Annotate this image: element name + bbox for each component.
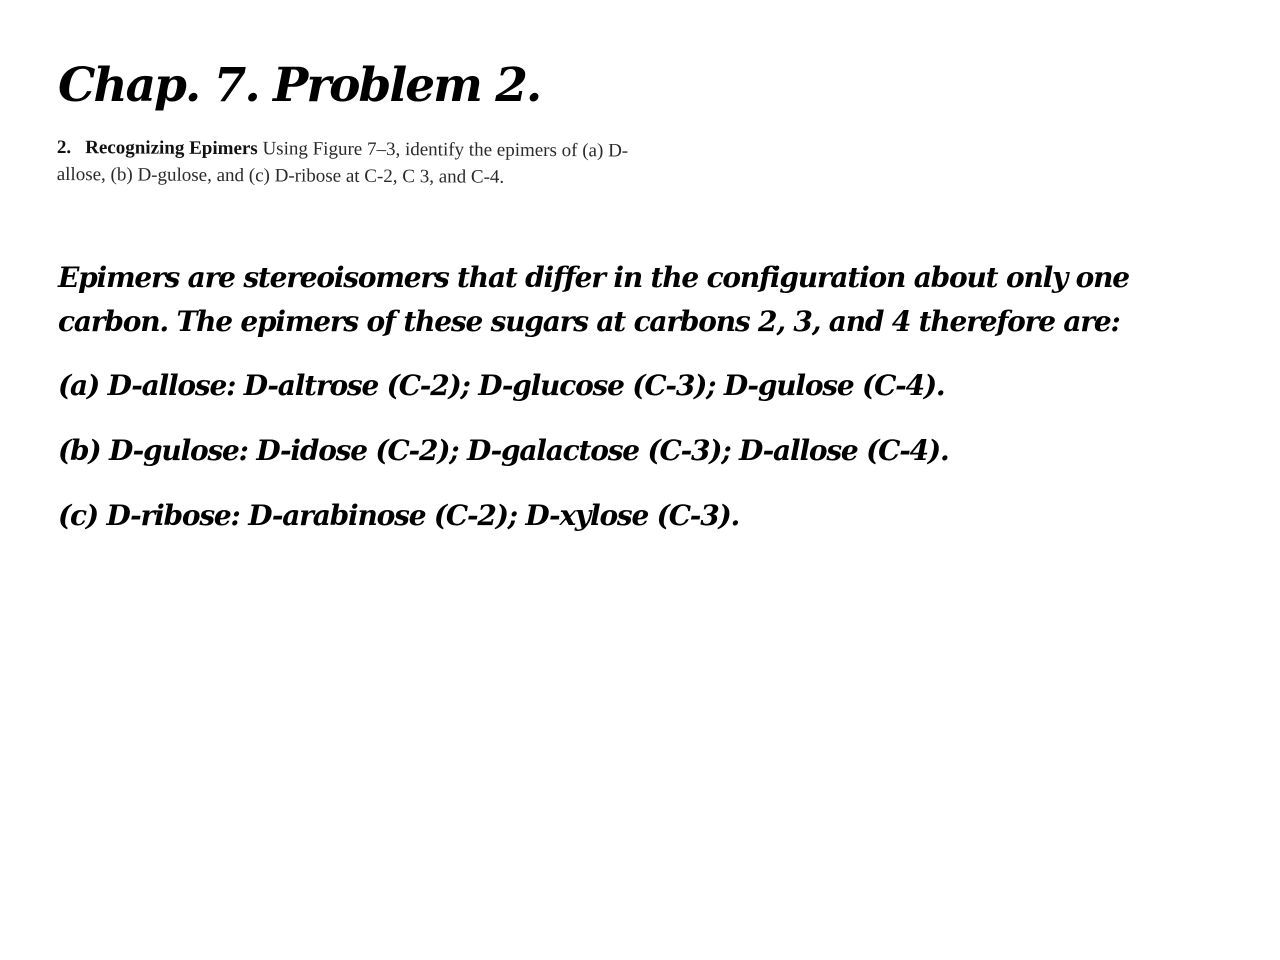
problem-text: Using Figure 7–3, identify the epimers of (a) D-allose, (b) D-gulose, and (c) D-ribose at C-2, C 3, and C-4. <box>56 138 629 188</box>
answer-intro: Epimers are stereoisomers that differ in the configuration about only one carbon. The epimers of these sugars at carbons 2, 3, and 4 therefore are: <box>58 261 1129 338</box>
problem-heading: Recognizing Epimers <box>85 137 258 160</box>
answer-item-b: (b) D-gulose: D-idose (C-2); D-galactose (C-3); D-allose (C-4). <box>58 434 949 467</box>
slide-title: Chap. 7. Problem 2. <box>58 58 541 113</box>
textbook-excerpt <box>57 134 637 192</box>
problem-number: 2. <box>56 136 72 159</box>
answer-item-a: (a) D-allose: D-altrose (C-2); D-glucose (C-3); D-gulose (C-4). <box>58 369 945 402</box>
answer-item-c: (c) D-ribose: D-arabinose (C-2); D-xylose (C-3). <box>58 499 740 532</box>
answer-block <box>58 256 1188 559</box>
